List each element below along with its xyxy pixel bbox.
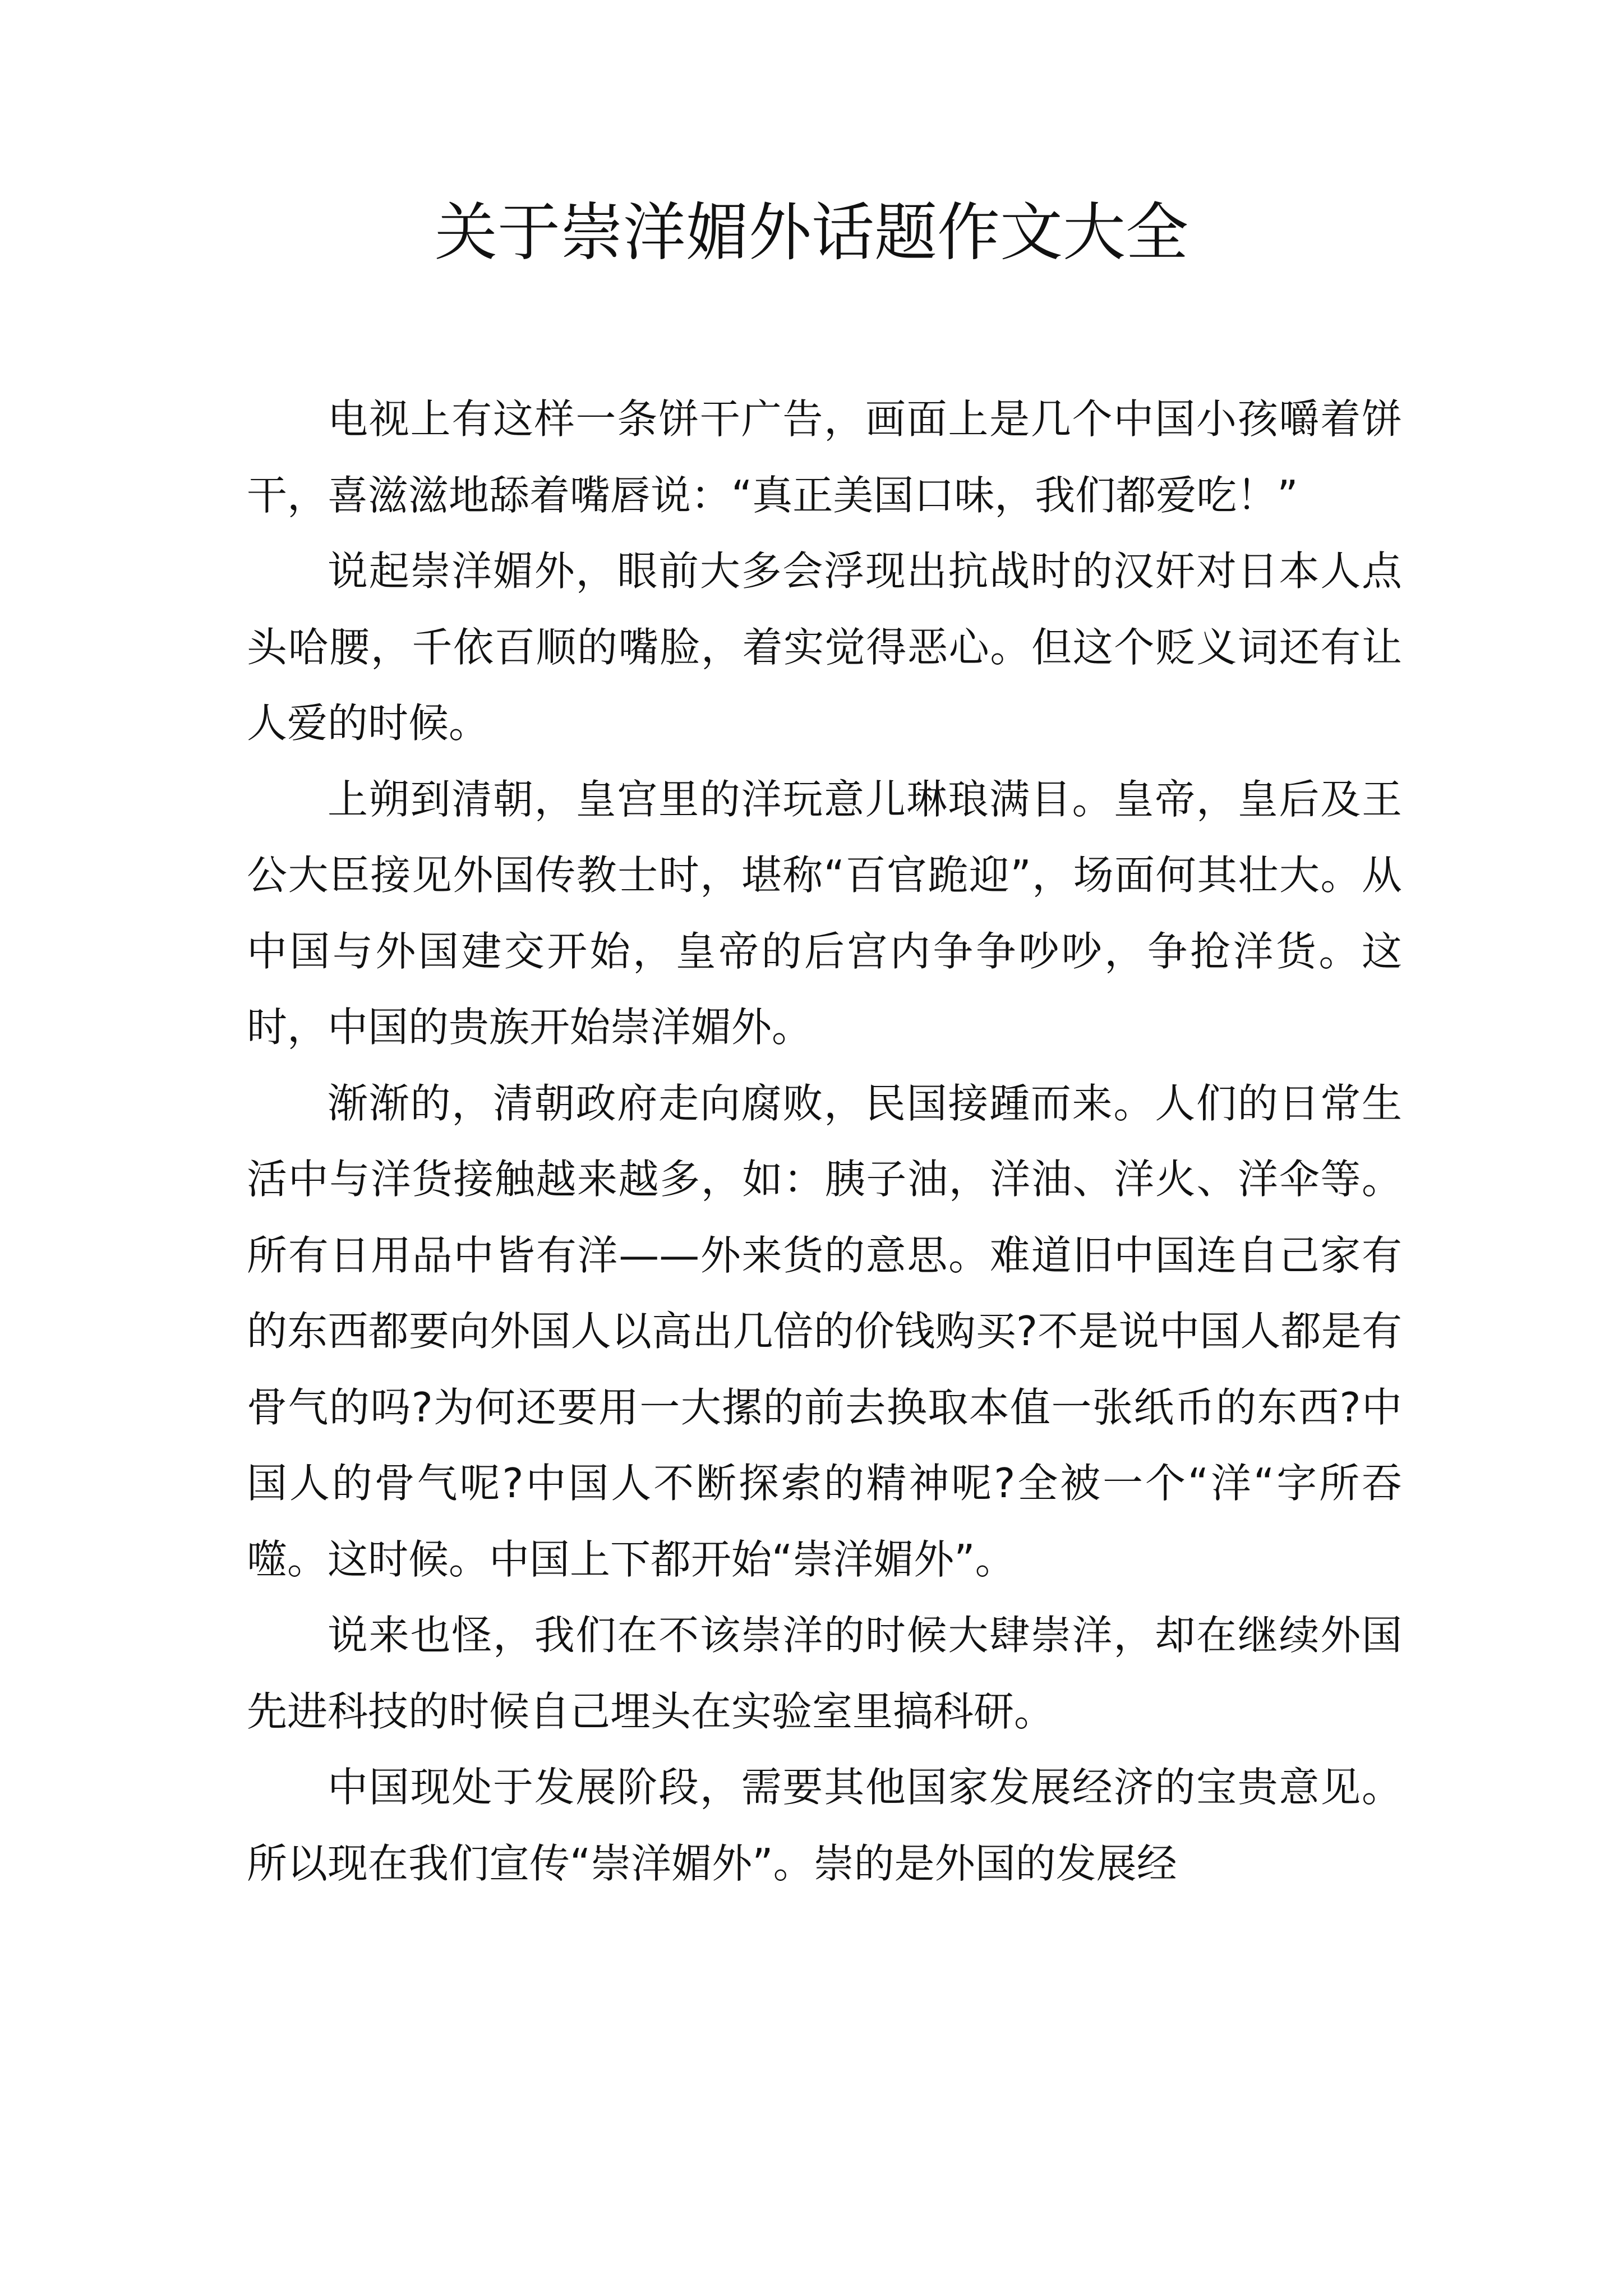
paragraph: 电视上有这样一条饼干广告，画面上是几个中国小孩嚼着饼干，喜滋滋地舔着嘴唇说：“真正美国口味，我们都爱吃！” xyxy=(247,395,1402,519)
paragraph: 说来也怪，我们在不该崇洋的时候大肆崇洋，却在继续外国先进科技的时候自己埋头在实验室里搞科研。 xyxy=(247,1612,1402,1735)
paragraph: 上朔到清朝，皇宫里的洋玩意儿琳琅满目。皇帝，皇后及王公大臣接见外国传教士时，堪称“百官跪迎”，场面何其壮大。从中国与外国建交开始，皇帝的后宫内争争吵吵，争抢洋货。这时，中国的贵族开始崇洋媚外。 xyxy=(247,775,1402,1051)
document-body xyxy=(247,381,1402,1902)
document-title: 关于崇洋媚外话题作文大全 xyxy=(435,196,1188,269)
paragraph: 中国现处于发展阶段，需要其他国家发展经济的宝贵意见。所以现在我们宣传“崇洋媚外”。崇的是外国的发展经 xyxy=(247,1764,1402,1887)
paragraph: 渐渐的，清朝政府走向腐败，民国接踵而来。人们的日常生活中与洋货接触越来越多，如：胰子油，洋油、洋火、洋伞等。所有日用品中皆有洋——外来货的意思。难道旧中国连自己家有的东西都要向外国人以高出几倍的价钱购买?不是说中国人都是有骨气的吗?为何还要用一大摞的前去换取本值一张纸币的东西?中国人的骨气呢?中国人不断探索的精神呢?全被一个“洋“字所吞噬。这时候。中国上下都开始“崇洋媚外”。 xyxy=(247,1079,1402,1583)
paragraph: 说起崇洋媚外，眼前大多会浮现出抗战时的汉奸对日本人点头哈腰，千依百顺的嘴脸，着实觉得恶心。但这个贬义词还有让人爱的时候。 xyxy=(247,547,1402,747)
